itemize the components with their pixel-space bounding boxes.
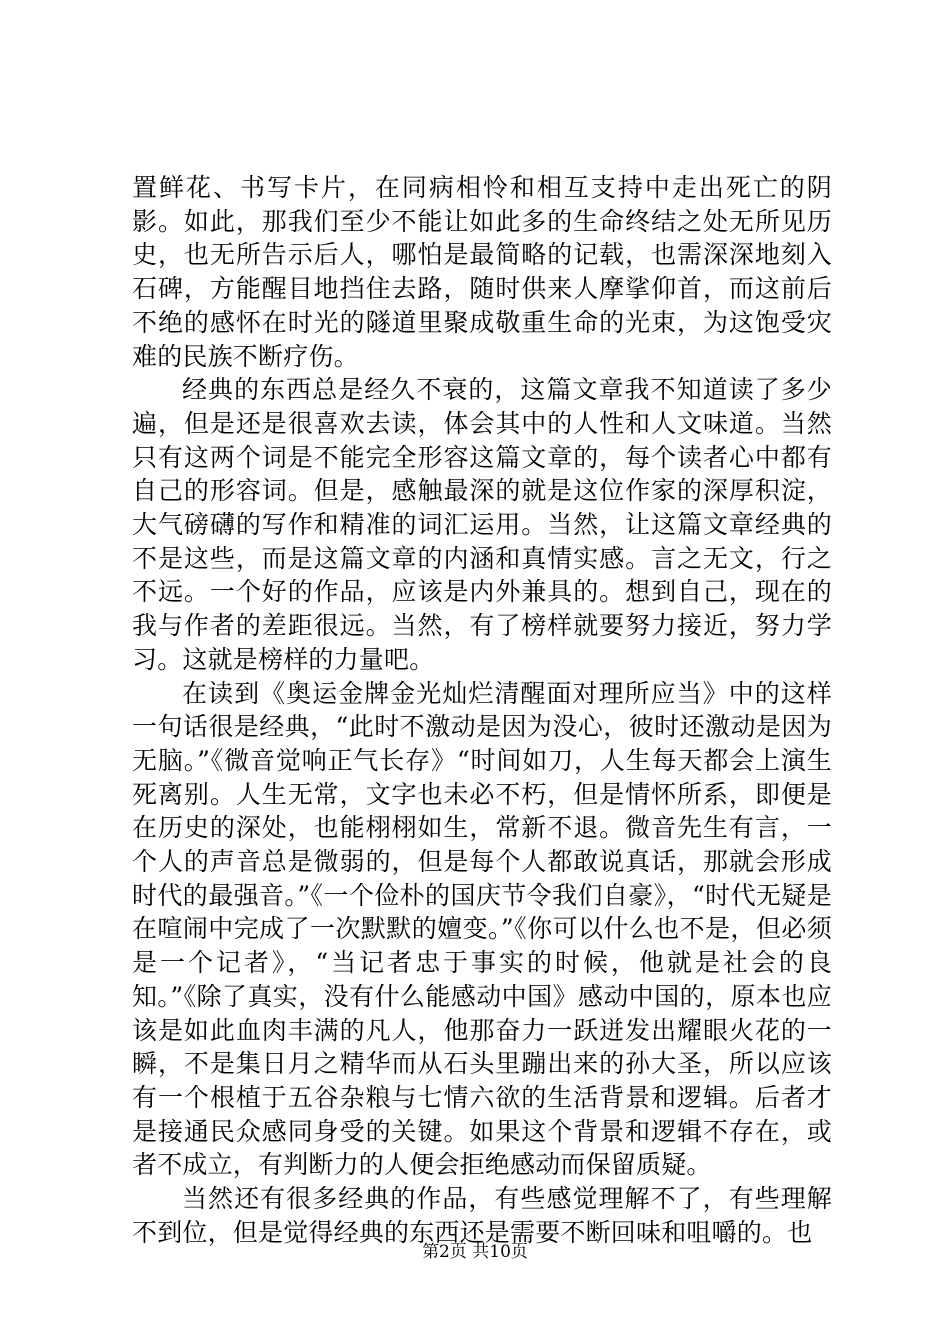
document-body xyxy=(132,171,832,1250)
paragraph-4: 当然还有很多经典的作品，有些感觉理解不了，有些理解不到位，但是觉得经典的东西还是需要不断回味和咀嚼的。也 xyxy=(132,1184,832,1247)
page-number-footer: 第2页 共10页 xyxy=(422,1242,528,1262)
paragraph-2: 经典的东西总是经久不衰的，这篇文章我不知道读了多少遍，但是还是很喜欢去读，体会其中的人性和人文味道。当然只有这两个词是不能完全形容这篇文章的，每个读者心中都有自己的形容词。但是，感触最深的就是这位作家的深厚积淀，大气磅礴的写作和精准的词汇运用。当然，让这篇文章经典的不是这些，而是这篇文章的内涵和真情实感。言之无文，行之不远。一个好的作品，应该是内外兼具的。想到自己，现在的我与作者的差距很远。当然，有了榜样就要努力接近，努力学习。这就是榜样的力量吧。 xyxy=(132,375,832,674)
paragraph-3: 在读到《奥运金牌金光灿烂清醒面对理所应当》中的这样一句话很是经典，“此时不激动是因为没心，彼时还激动是因为无脑。”《微音觉响正气长存》“时间如刀，人生每天都会上演生死离别。人生无常，文字也未必不朽，但是情怀所系，即便是在历史的深处，也能栩栩如生，常新不退。微音先生有言，一个人的声音总是微弱的，但是每个人都敢说真话，那就会形成时代的最强音。”《一个俭朴的国庆节令我们自豪》，“时代无疑是在喧闹中完成了一次默默的嬗变。”《你可以什么也不是，但必须是一个记者》，“当记者忠于事实的时候，他就是社会的良知。”《除了真实，没有什么能感动中国》感动中国的，原本也应该是如此血肉丰满的凡人，他那奋力一跃迸发出耀眼火花的一瞬，不是集日月之精华而从石头里蹦出来的孙大圣，所以应该有一个根植于五谷杂粮与七情六欲的生活背景和逻辑。后者才是接通民众感同身受的关键。如果这个背景和逻辑不存在，或者不成立，有判断力的人便会拒绝感动而保留质疑。 xyxy=(132,678,832,1180)
paragraph-1: 置鲜花、书写卡片，在同病相怜和相互支持中走出死亡的阴影。如此，那我们至少不能让如此多的生命终结之处无所见历史，也无所告示后人，哪怕是最简略的记载，也需深深地刻入石碑，方能醒目地挡住去路，随时供来人摩挲仰首，而这前后不绝的感怀在时光的隧道里聚成敬重生命的光束，为这饱受灾难的民族不断疗伤。 xyxy=(132,173,832,371)
